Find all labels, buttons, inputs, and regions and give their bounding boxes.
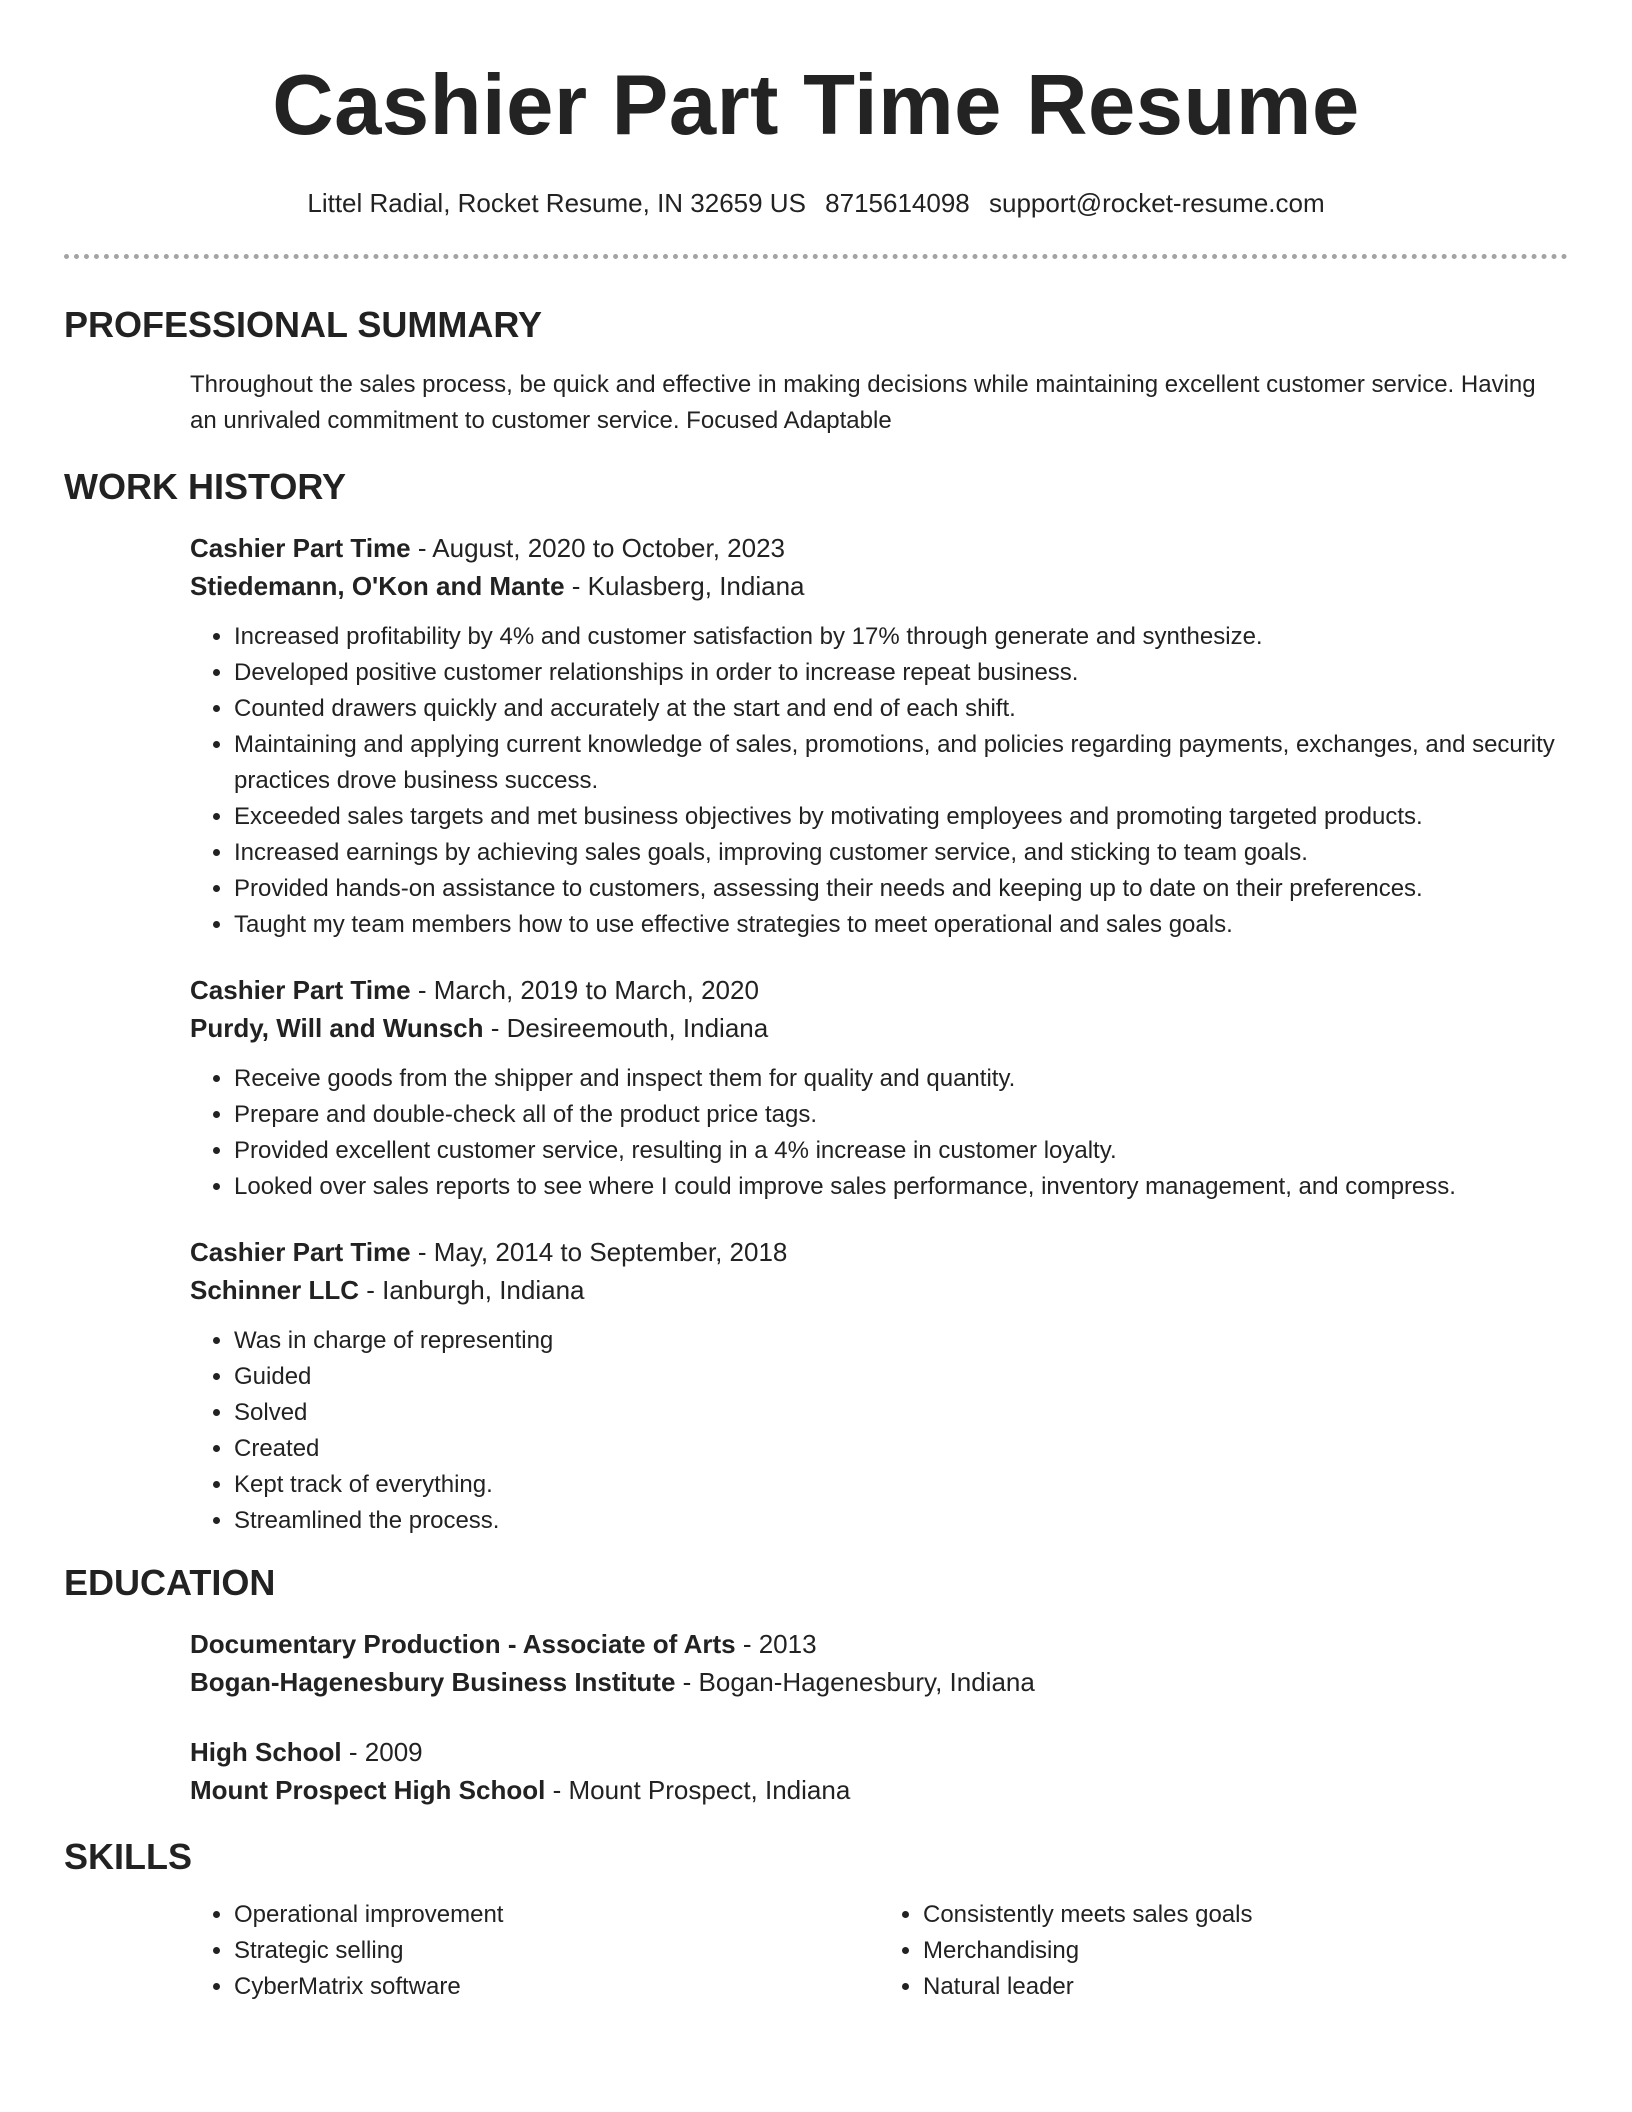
job-dates: - May, 2014 to September, 2018 bbox=[410, 1237, 788, 1267]
contact-address: Littel Radial, Rocket Resume, IN 32659 US bbox=[307, 188, 806, 218]
skill-item: • Natural leader bbox=[923, 1969, 1568, 2005]
job-company: Purdy, Will and Wunsch bbox=[190, 1013, 484, 1043]
job-entry bbox=[190, 529, 1568, 943]
degree-year: - 2013 bbox=[735, 1629, 817, 1659]
list-item: • Provided hands-on assistance to customers, assessing their needs and keeping up to date on their preferences. bbox=[234, 871, 1568, 907]
job-bullets bbox=[190, 1061, 1568, 1205]
skill-item: • Operational improvement bbox=[234, 1897, 879, 1933]
list-item: • Looked over sales reports to see where I could improve sales performance, inventory management, and compress. bbox=[234, 1169, 1568, 1205]
work-history-heading: WORK HISTORY bbox=[64, 466, 347, 507]
school-location: - Bogan-Hagenesbury, Indiana bbox=[675, 1667, 1035, 1697]
job-company-line bbox=[190, 1271, 1568, 1309]
job-title-line bbox=[190, 529, 1568, 567]
contact-line bbox=[64, 186, 1568, 220]
job-company-line bbox=[190, 567, 1568, 605]
list-item: • Solved bbox=[234, 1395, 1568, 1431]
job-title-line bbox=[190, 971, 1568, 1009]
contact-email: support@rocket-resume.com bbox=[989, 188, 1325, 218]
list-item: • Increased profitability by 4% and customer satisfaction by 17% through generate and synthesize. bbox=[234, 619, 1568, 655]
skills-section bbox=[64, 1835, 1568, 2005]
skill-item: • Merchandising bbox=[923, 1933, 1568, 1969]
list-item: • Streamlined the process. bbox=[234, 1503, 1568, 1539]
list-item: • Prepare and double-check all of the product price tags. bbox=[234, 1097, 1568, 1133]
list-item: • Developed positive customer relationships in order to increase repeat business. bbox=[234, 655, 1568, 691]
education-entry bbox=[190, 1625, 1568, 1701]
work-history-section bbox=[64, 465, 1568, 1539]
job-location: - Ianburgh, Indiana bbox=[359, 1275, 585, 1305]
degree-name: Documentary Production - Associate of Arts bbox=[190, 1629, 736, 1659]
skills-left-list bbox=[190, 1897, 879, 2005]
job-company-line bbox=[190, 1009, 1568, 1047]
list-item: • Was in charge of representing bbox=[234, 1323, 1568, 1359]
education-section bbox=[64, 1561, 1568, 1809]
education-entry bbox=[190, 1733, 1568, 1809]
summary-heading: PROFESSIONAL SUMMARY bbox=[64, 304, 543, 345]
job-bullets bbox=[190, 1323, 1568, 1539]
school-name: Bogan-Hagenesbury Business Institute bbox=[190, 1667, 676, 1697]
list-item: • Exceeded sales targets and met business objectives by motivating employees and promoting targeted products. bbox=[234, 799, 1568, 835]
degree-name: High School bbox=[190, 1737, 342, 1767]
list-item: • Created bbox=[234, 1431, 1568, 1467]
list-item: • Maintaining and applying current knowledge of sales, promotions, and policies regarding payments, exchanges, and security practices drove business success. bbox=[234, 727, 1568, 799]
resume-title: Cashier Part Time Resume bbox=[272, 58, 1360, 153]
job-bullets bbox=[190, 619, 1568, 943]
job-company: Stiedemann, O'Kon and Mante bbox=[190, 571, 565, 601]
degree-year: - 2009 bbox=[341, 1737, 423, 1767]
job-role: Cashier Part Time bbox=[190, 533, 411, 563]
job-location: - Desireemouth, Indiana bbox=[483, 1013, 769, 1043]
skills-columns bbox=[190, 1897, 1568, 2005]
list-item: • Increased earnings by achieving sales goals, improving customer service, and sticking to team goals. bbox=[234, 835, 1568, 871]
skills-heading: SKILLS bbox=[64, 1836, 193, 1877]
list-item: • Kept track of everything. bbox=[234, 1467, 1568, 1503]
job-dates: - March, 2019 to March, 2020 bbox=[410, 975, 759, 1005]
list-item: • Receive goods from the shipper and inspect them for quality and quantity. bbox=[234, 1061, 1568, 1097]
job-entry bbox=[190, 971, 1568, 1205]
job-role: Cashier Part Time bbox=[190, 975, 411, 1005]
job-dates: - August, 2020 to October, 2023 bbox=[410, 533, 785, 563]
job-title-line bbox=[190, 1233, 1568, 1271]
skill-item: • Strategic selling bbox=[234, 1933, 879, 1969]
job-company: Schinner LLC bbox=[190, 1275, 360, 1305]
school-name: Mount Prospect High School bbox=[190, 1775, 546, 1805]
job-role: Cashier Part Time bbox=[190, 1237, 411, 1267]
summary-text: Throughout the sales process, be quick and effective in making decisions while maintaining excellent customer service. Having an unrivaled commitment to customer service. Focused Adaptable bbox=[190, 371, 1536, 434]
header-divider bbox=[64, 254, 1568, 259]
school-location: - Mount Prospect, Indiana bbox=[545, 1775, 851, 1805]
list-item: • Provided excellent customer service, resulting in a 4% increase in customer loyalty. bbox=[234, 1133, 1568, 1169]
degree-line bbox=[190, 1625, 1568, 1663]
job-entry bbox=[190, 1233, 1568, 1539]
list-item: • Counted drawers quickly and accurately at the start and end of each shift. bbox=[234, 691, 1568, 727]
school-line bbox=[190, 1663, 1568, 1701]
school-line bbox=[190, 1771, 1568, 1809]
list-item: • Guided bbox=[234, 1359, 1568, 1395]
skills-right-list bbox=[879, 1897, 1568, 2005]
skill-item: • CyberMatrix software bbox=[234, 1969, 879, 2005]
degree-line bbox=[190, 1733, 1568, 1771]
list-item: • Taught my team members how to use effective strategies to meet operational and sales goals. bbox=[234, 907, 1568, 943]
summary-section bbox=[64, 303, 1568, 439]
skill-item: • Consistently meets sales goals bbox=[923, 1897, 1568, 1933]
contact-phone: 8715614098 bbox=[825, 188, 970, 218]
job-location: - Kulasberg, Indiana bbox=[564, 571, 805, 601]
education-heading: EDUCATION bbox=[64, 1562, 276, 1603]
